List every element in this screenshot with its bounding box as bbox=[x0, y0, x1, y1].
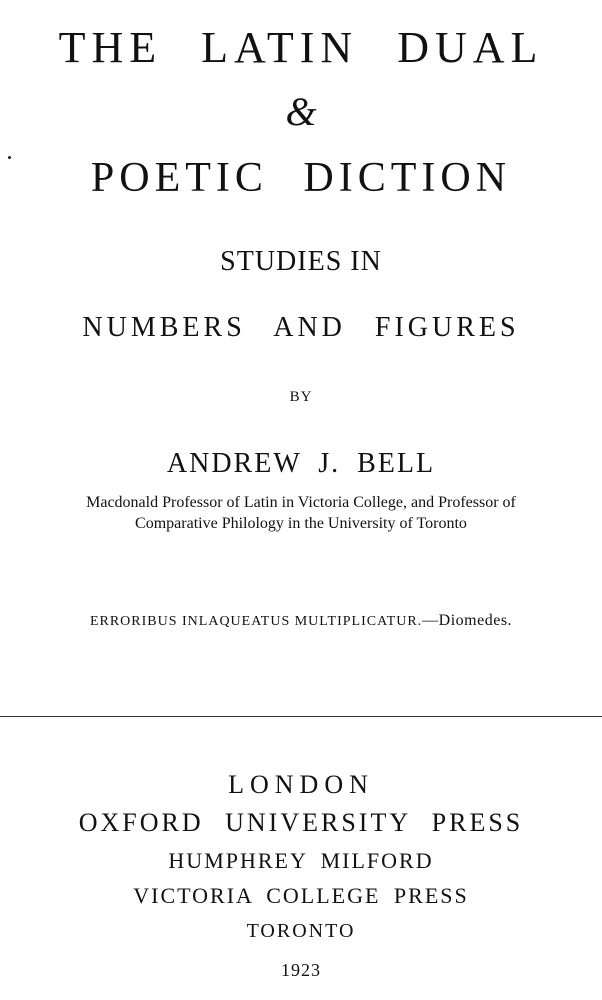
title-line-1: THE LATIN DUAL bbox=[58, 23, 544, 72]
publication-year: 1923 bbox=[281, 960, 321, 980]
subtitle-line-2: NUMBERS AND FIGURES bbox=[82, 312, 520, 343]
epigraph-attribution: —Diomedes. bbox=[422, 612, 513, 629]
epigraph bbox=[0, 612, 602, 630]
publisher-press: OXFORD UNIVERSITY PRESS bbox=[78, 808, 524, 837]
second-press: VICTORIA COLLEGE PRESS bbox=[133, 883, 469, 908]
by-line: BY bbox=[289, 389, 313, 405]
affiliation-line-1: Macdonald Professor of Latin in Victoria College, and Professor of bbox=[86, 494, 516, 511]
divider-rule bbox=[0, 716, 602, 717]
second-city: TORONTO bbox=[246, 920, 356, 942]
author-name: ANDREW J. BELL bbox=[166, 448, 436, 479]
affiliation-line-2: Comparative Philology in the University of Toronto bbox=[135, 515, 467, 532]
ampersand-ornament: & bbox=[285, 89, 317, 134]
title-line-2: POETIC DICTION bbox=[90, 155, 512, 201]
publisher-city: LONDON bbox=[228, 770, 374, 799]
publisher-name: HUMPHREY MILFORD bbox=[168, 848, 434, 873]
subtitle-line-1: STUDIES IN bbox=[220, 246, 382, 277]
epigraph-text: ERRORIBUS INLAQUEATUS MULTIPLICATUR. bbox=[89, 614, 423, 629]
